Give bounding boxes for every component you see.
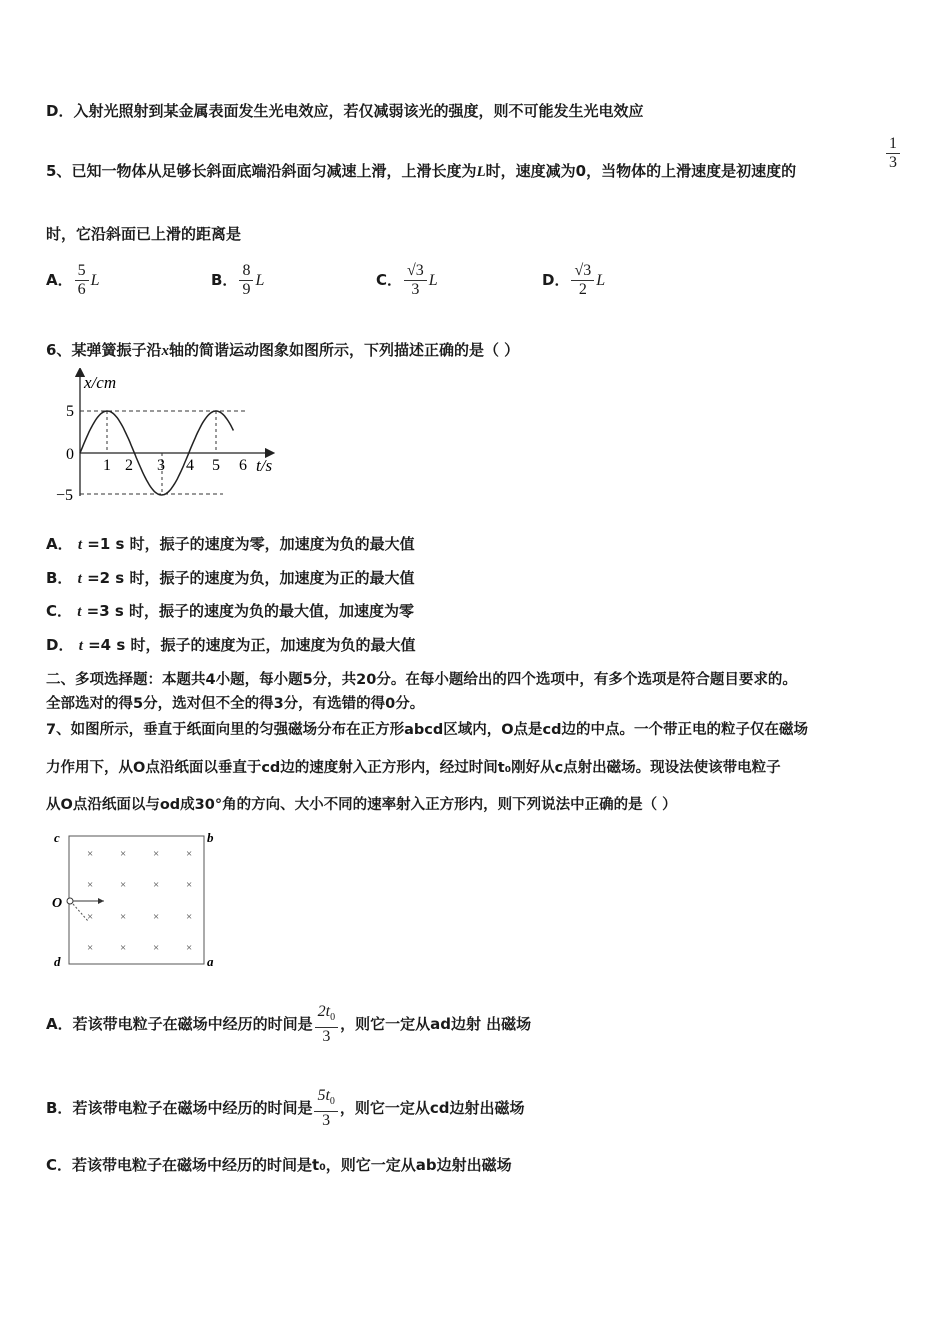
question-number: 5、: [46, 162, 72, 180]
label-d: d: [54, 954, 61, 969]
q6-option-a: A． t =1 s 时，振子的速度为零，加速度为负的最大值: [46, 535, 415, 553]
field-cross: ×: [120, 879, 127, 891]
x-tick-label: 6: [239, 457, 247, 474]
q6-option-b: B． t =2 s 时，振子的速度为负，加速度为正的最大值: [46, 569, 415, 587]
x-axis-label: t/s: [256, 456, 273, 475]
thirty-degree-direction: [73, 904, 88, 921]
q5-stem-line2: [46, 223, 910, 245]
field-cross: ×: [153, 879, 160, 891]
field-cross: ×: [87, 911, 94, 923]
x-tick-label: 4: [186, 457, 194, 474]
stem-text: 已知一物体从足够长斜面底端沿斜面匀减速上滑，上滑长度为: [71, 162, 477, 180]
x-tick-label: 2: [125, 457, 133, 474]
label-c: c: [54, 830, 60, 845]
field-cross: ×: [120, 911, 127, 923]
y-tick-label: 5: [66, 403, 74, 420]
q6-stem: [46, 339, 910, 362]
field-cross: ×: [87, 879, 94, 891]
q7-option-b: B．若该带电粒子在磁场中经历的时间是 $\frac{5t_0}{3}$ ，则它一定从cd边射出磁场: [46, 1087, 525, 1130]
stem-text: 时，速度减为0，当物体的上滑速度是初速度的: [485, 162, 797, 180]
field-cross: ×: [120, 848, 127, 860]
y-tick-label: −5: [56, 487, 74, 504]
field-cross: ×: [153, 848, 160, 860]
label-b: b: [207, 830, 214, 845]
q7-stem-line3: 从O点沿纸面以与od成30°角的方向、大小不同的速率射入正方形内，则下列说法中正确的是（ ）: [46, 797, 677, 813]
var-L: L: [476, 164, 486, 180]
field-cross: ×: [120, 942, 127, 954]
q6-option-d: D． t =4 s 时，振子的速度为正，加速度为负的最大值: [46, 636, 416, 654]
option-label: D．: [46, 102, 74, 120]
section2-heading-line2: 全部选对的得5分，选对但不全的得3分，有选错的得0分。: [46, 696, 425, 712]
question-number: 6、: [46, 341, 72, 359]
q5-option-c: C． $\frac{√3}{3}$ L: [376, 262, 438, 298]
x-tick-label: 5: [212, 457, 220, 474]
x-tick-label: 3: [157, 457, 165, 474]
var-x: x: [161, 343, 169, 359]
field-cross: ×: [87, 848, 94, 860]
label-O: O: [52, 896, 63, 911]
section2-heading-line1: 二、多项选择题：本题共4小题，每小题5分，共20分。在每小题给出的四个选项中，有多个选项是符合题目要求的。: [46, 672, 797, 688]
q5-fraction: $\frac{1}{3}$: [884, 135, 902, 172]
stem-text: 时，它沿斜面已上滑的距离是: [46, 225, 242, 243]
field-cross: ×: [87, 942, 94, 954]
y-axis-label: x/cm: [84, 373, 117, 392]
q5-option-d: D． $\frac{√3}{2}$ L: [542, 262, 606, 298]
q5-stem-line1: [46, 160, 910, 183]
field-cross: ×: [153, 942, 160, 954]
x-tick-label: 1: [103, 457, 111, 474]
q7-option-c: C．若该带电粒子在磁场中经历的时间是t₀，则它一定从ab边射出磁场: [46, 1156, 512, 1174]
q7-option-a: A．若该带电粒子在磁场中经历的时间是 $\frac{2t_0}{3}$ ，则它一定从ad边射 出磁场: [46, 1003, 532, 1046]
magnetic-field-figure: [48, 826, 228, 971]
q6-option-c: C． t =3 s 时，振子的速度为负的最大值，加速度为零: [46, 602, 415, 620]
stem-text: 某弹簧振子沿: [71, 341, 162, 359]
field-cross: ×: [186, 911, 193, 923]
field-cross: ×: [186, 848, 193, 860]
field-cross: ×: [186, 879, 193, 891]
option-text: 入射光照射到某金属表面发生光电效应，若仅减弱该光的强度，则不可能发生光电效应: [73, 102, 644, 120]
shm-graph: [48, 368, 293, 508]
stem-text: 轴的简谐运动图象如图所示，下列描述正确的是（ ）: [168, 341, 520, 359]
label-a: a: [207, 954, 214, 969]
y-tick-label: 0: [66, 446, 74, 463]
q7-stem-line2: 力作用下，从O点沿纸面以垂直于cd边的速度射入正方形内，经过时间t₀刚好从c点射出磁场。现设法使该带电粒子: [46, 760, 781, 776]
q7-stem-line1: 7、如图所示，垂直于纸面向里的匀强磁场分布在正方形abcd区域内，O点是cd边的中点。一个带正电的粒子仅在磁场: [46, 722, 809, 738]
field-cross: ×: [153, 911, 160, 923]
field-cross: ×: [186, 942, 193, 954]
q5-option-b: B． $\frac{8}{9}$ L: [211, 262, 265, 298]
q5-option-a: A． $\frac{5}{6}$ L: [46, 262, 100, 298]
arrow-head: [98, 898, 104, 904]
q4-option-d: [46, 100, 910, 122]
point-O: [67, 898, 73, 904]
